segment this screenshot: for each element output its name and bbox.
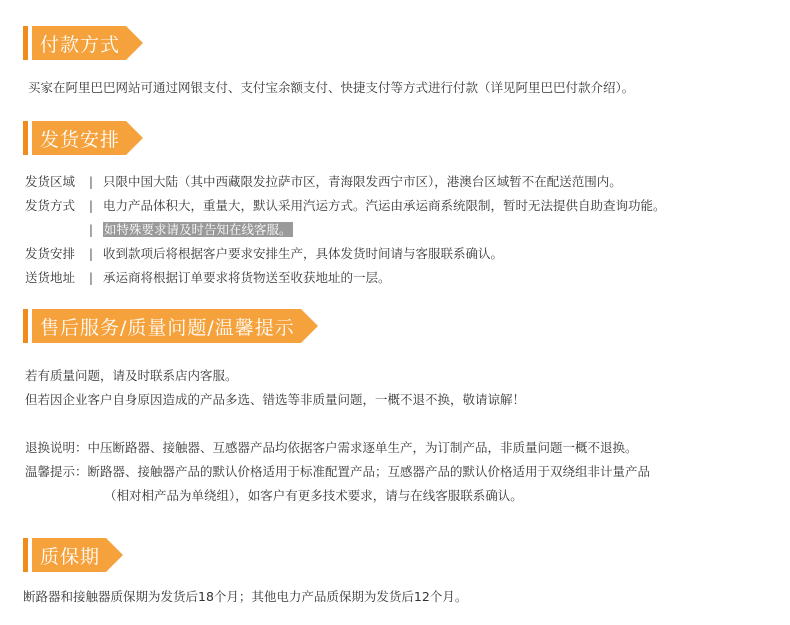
separator: | [88,174,94,189]
shipping-row-address [25,269,391,287]
shipping-row-text: 只限中国大陆（其中西藏限发拉萨市区，青海限发西宁市区），港澳台区域暂不在配送范围内。 [102,174,622,189]
shipping-row-arrangement [25,245,503,263]
shipping-row-method-note [25,221,293,239]
shipping-row-label: 发货方式 [25,198,76,213]
shipping-row-text: 收到款项后将根据客户要求安排生产，具体发货时间请与客服联系确认。 [102,246,503,261]
header-accent-bar [23,26,28,60]
after-sales-line: 退换说明：中压断路器、接触器、互感器产品均依据客户需求逐单生产，为订制产品，非质量问题一概不退换。 [25,440,638,455]
shipping-row-text: 电力产品体积大，重量大，默认采用汽运方式。汽运由承运商系统限制，暂时无法提供自助查询功能。 [102,198,666,213]
header-accent-bar [23,309,28,343]
header-tab [32,309,301,343]
shipping-row-label: 送货地址 [25,270,76,285]
header-tab [32,26,126,60]
highlighted-note: 如特殊要求请及时告知在线客服。 [103,222,292,237]
header-accent-bar [23,121,28,155]
after-sales-line: 但若因企业客户自身原因造成的产品多选、错选等非质量问题，一概不退不换，敬请谅解！ [25,392,526,407]
separator: | [88,246,94,261]
section-title-warranty: 质保期 [40,545,101,568]
after-sales-line: （相对相产品为单绕组），如客户有更多技术要求，请与在线客服联系确认。 [104,488,523,503]
shipping-row-label: 发货区域 [25,174,76,189]
shipping-row-label: 发货安排 [25,246,76,261]
separator: | [88,270,94,285]
shipping-row-region [25,173,622,191]
payment-text: 买家在阿里巴巴网站可通过网银支付、支付宝余额支付、快捷支付等方式进行付款（详见阿里巴巴付款介绍）。 [28,80,635,95]
shipping-row-method [25,197,666,215]
section-header-payment [23,26,126,60]
after-sales-line: 若有质量问题，请及时联系店内客服。 [25,368,238,383]
header-accent-bar [23,538,28,572]
shipping-row-text: 承运商将根据订单要求将货物送至收获地址的一层。 [102,270,391,285]
section-header-shipping [23,121,126,155]
warranty-text: 断路器和接触器质保期为发货后18个月；其他电力产品质保期为发货后12个月。 [23,589,468,604]
after-sales-line: 温馨提示：断路器、接触器产品的默认价格适用于标准配置产品；互感器产品的默认价格适用于双绕组非计量产品 [25,464,651,479]
section-header-warranty [23,538,106,572]
header-tab [32,538,106,572]
separator: | [88,222,94,237]
section-title-after-sales: 售后服务/质量问题/温馨提示 [40,316,295,339]
section-header-after-sales [23,309,301,343]
section-title-shipping: 发货安排 [40,128,121,151]
header-tab [32,121,126,155]
separator: | [88,198,94,213]
section-title-payment: 付款方式 [40,33,121,56]
